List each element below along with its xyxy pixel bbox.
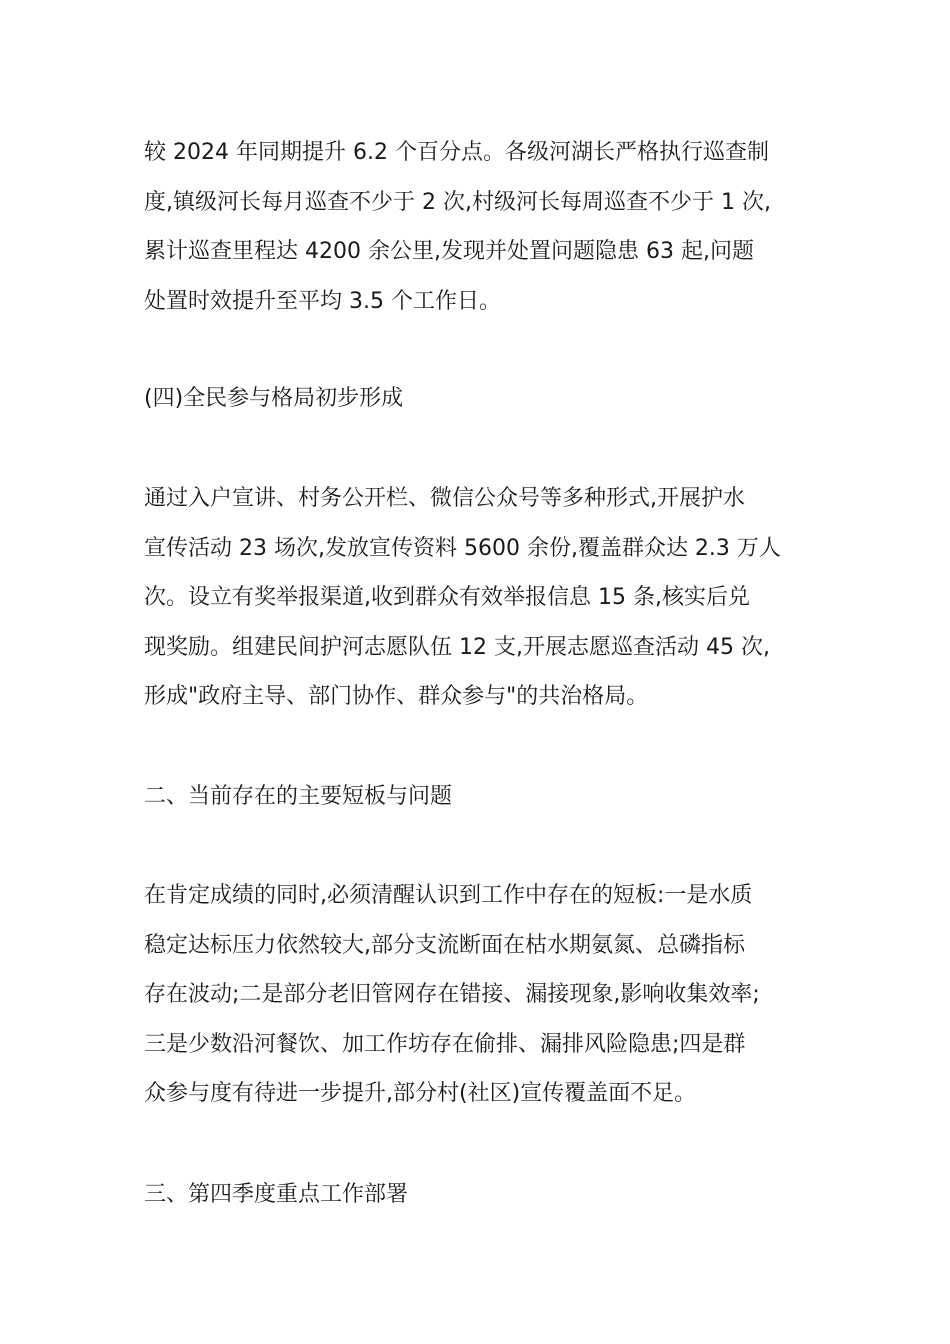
paragraph-line: 存在波动;二是部分老旧管网存在错接、漏接现象,影响收集效率; bbox=[144, 982, 760, 1007]
paragraph-shortcomings bbox=[144, 871, 814, 1119]
paragraph-line: 次。设立有奖举报渠道,收到群众有效举报信息 15 条,核实后兑 bbox=[144, 585, 750, 610]
paragraph-line: 三是少数沿河餐饮、加工作坊存在偷排、漏排风险隐患;四是群 bbox=[144, 1031, 746, 1057]
paragraph-public-participation bbox=[144, 474, 814, 722]
section-heading-3: 三、第四季度重点工作部署 bbox=[144, 1182, 409, 1207]
paragraph-line: 宣传活动 23 场次,发放宣传资料 5600 余份,覆盖群众达 2.3 万人 bbox=[144, 535, 781, 561]
paragraph-line: 稳定达标压力依然较大,部分支流断面在枯水期氨氮、总磷指标 bbox=[144, 932, 745, 958]
section-heading-2: 二、当前存在的主要短板与问题 bbox=[144, 784, 453, 809]
subsection-heading-4: (四)全民参与格局初步形成 bbox=[144, 386, 404, 411]
paragraph-line: 通过入户宣讲、村务公开栏、微信公众号等多种形式,开展护水 bbox=[144, 486, 745, 511]
paragraph-line: 现奖励。组建民间护河志愿队伍 12 支,开展志愿巡查活动 45 次, bbox=[144, 634, 770, 660]
paragraph-line: 处置时效提升至平均 3.5 个工作日。 bbox=[144, 288, 501, 314]
paragraph-line: 形成"政府主导、部门协作、群众参与"的共治格局。 bbox=[144, 684, 649, 709]
paragraph-patrol-results bbox=[144, 128, 814, 326]
paragraph-line: 较 2024 年同期提升 6.2 个百分点。各级河湖长严格执行巡查制 bbox=[144, 140, 769, 165]
paragraph-line: 累计巡查里程达 4200 余公里,发现并处置问题隐患 63 起,问题 bbox=[144, 239, 754, 264]
paragraph-line: 众参与度有待进一步提升,部分村(社区)宣传覆盖面不足。 bbox=[144, 1081, 697, 1106]
paragraph-line: 在肯定成绩的同时,必须清醒认识到工作中存在的短板:一是水质 bbox=[144, 883, 753, 908]
paragraph-line: 度,镇级河长每月巡查不少于 2 次,村级河长每周巡查不少于 1 次, bbox=[144, 189, 771, 215]
